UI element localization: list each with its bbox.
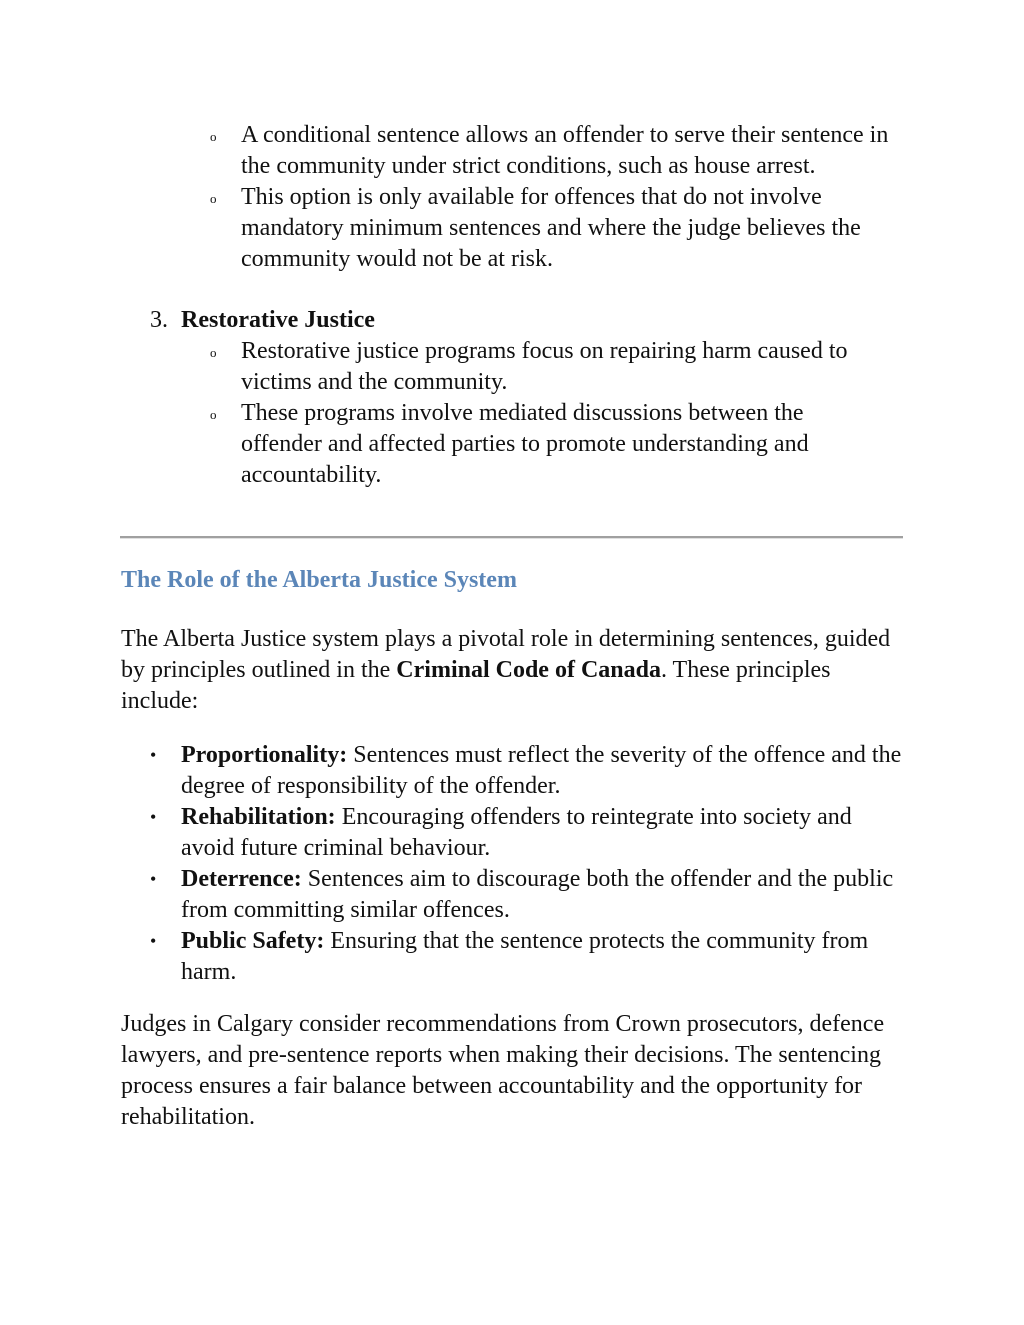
- closing-paragraph: Judges in Calgary consider recommendations from Crown prosecutors, defence lawyers, and pre-sentence reports when making their decisions. The sentencing process ensures a fair balance between accountability and the opportunity for rehabilitation.: [121, 1011, 885, 1130]
- principle-public-safety: [150, 926, 910, 988]
- list-item: [210, 182, 890, 275]
- list-item-text: Restorative justice programs focus on repairing harm caused to victims and the community.: [241, 338, 848, 395]
- principle-deterrence: [150, 864, 910, 926]
- intro-text: The Alberta Justice system plays a pivotal role in determining sentences, guided by principles outlined in the: [121, 626, 891, 683]
- list-item-text: These programs involve mediated discussions between the offender and affected parties to promote understanding and accountability.: [241, 400, 809, 488]
- bullet-dot-icon: •: [150, 931, 157, 951]
- principle-text: Ensuring that the sentence protects the community from harm.: [181, 928, 869, 985]
- list-item-text: A conditional sentence allows an offender to serve their sentence in the community under strict conditions, such as house arrest.: [241, 122, 889, 179]
- principle-term: Rehabilitation:: [181, 804, 336, 830]
- circle-bullet-icon: o: [210, 129, 217, 144]
- criminal-code-reference: Criminal Code of Canada: [396, 657, 661, 683]
- list-item: [210, 336, 890, 398]
- circle-bullet-icon: o: [210, 191, 217, 206]
- list-item-text: This option is only available for offences that do not involve mandatory minimum sentences and where the judge believes the community would not be at risk.: [241, 184, 861, 272]
- numbered-item-restorative-justice: [150, 305, 375, 336]
- intro-text-end: . These principles include:: [121, 657, 831, 714]
- item-number: 3.: [150, 307, 168, 333]
- principle-term: Deterrence:: [181, 866, 302, 892]
- principle-text: Sentences aim to discourage both the offender and the public from committing similar offences.: [181, 866, 894, 923]
- bullet-dot-icon: •: [150, 807, 157, 827]
- conditional-sentence-sublist: [210, 120, 890, 275]
- intro-paragraph: [121, 624, 911, 717]
- section-heading: The Role of the Alberta Justice System: [121, 567, 517, 593]
- principle-rehabilitation: [150, 802, 910, 864]
- bullet-dot-icon: •: [150, 745, 157, 765]
- restorative-justice-sublist: [210, 336, 890, 491]
- list-item: [210, 120, 890, 182]
- principles-list: [150, 740, 910, 988]
- principle-proportionality: [150, 740, 910, 802]
- principle-text: Sentences must reflect the severity of the offence and the degree of responsibility of the offender.: [181, 742, 902, 799]
- circle-bullet-icon: o: [210, 345, 217, 360]
- horizontal-divider: [120, 536, 903, 539]
- list-item: [210, 398, 890, 491]
- principle-text: Encouraging offenders to reintegrate into society and avoid future criminal behaviour.: [181, 804, 852, 861]
- item-title: Restorative Justice: [181, 307, 375, 333]
- circle-bullet-icon: o: [210, 407, 217, 422]
- bullet-dot-icon: •: [150, 869, 157, 889]
- principle-term: Public Safety:: [181, 928, 325, 954]
- principle-term: Proportionality:: [181, 742, 348, 768]
